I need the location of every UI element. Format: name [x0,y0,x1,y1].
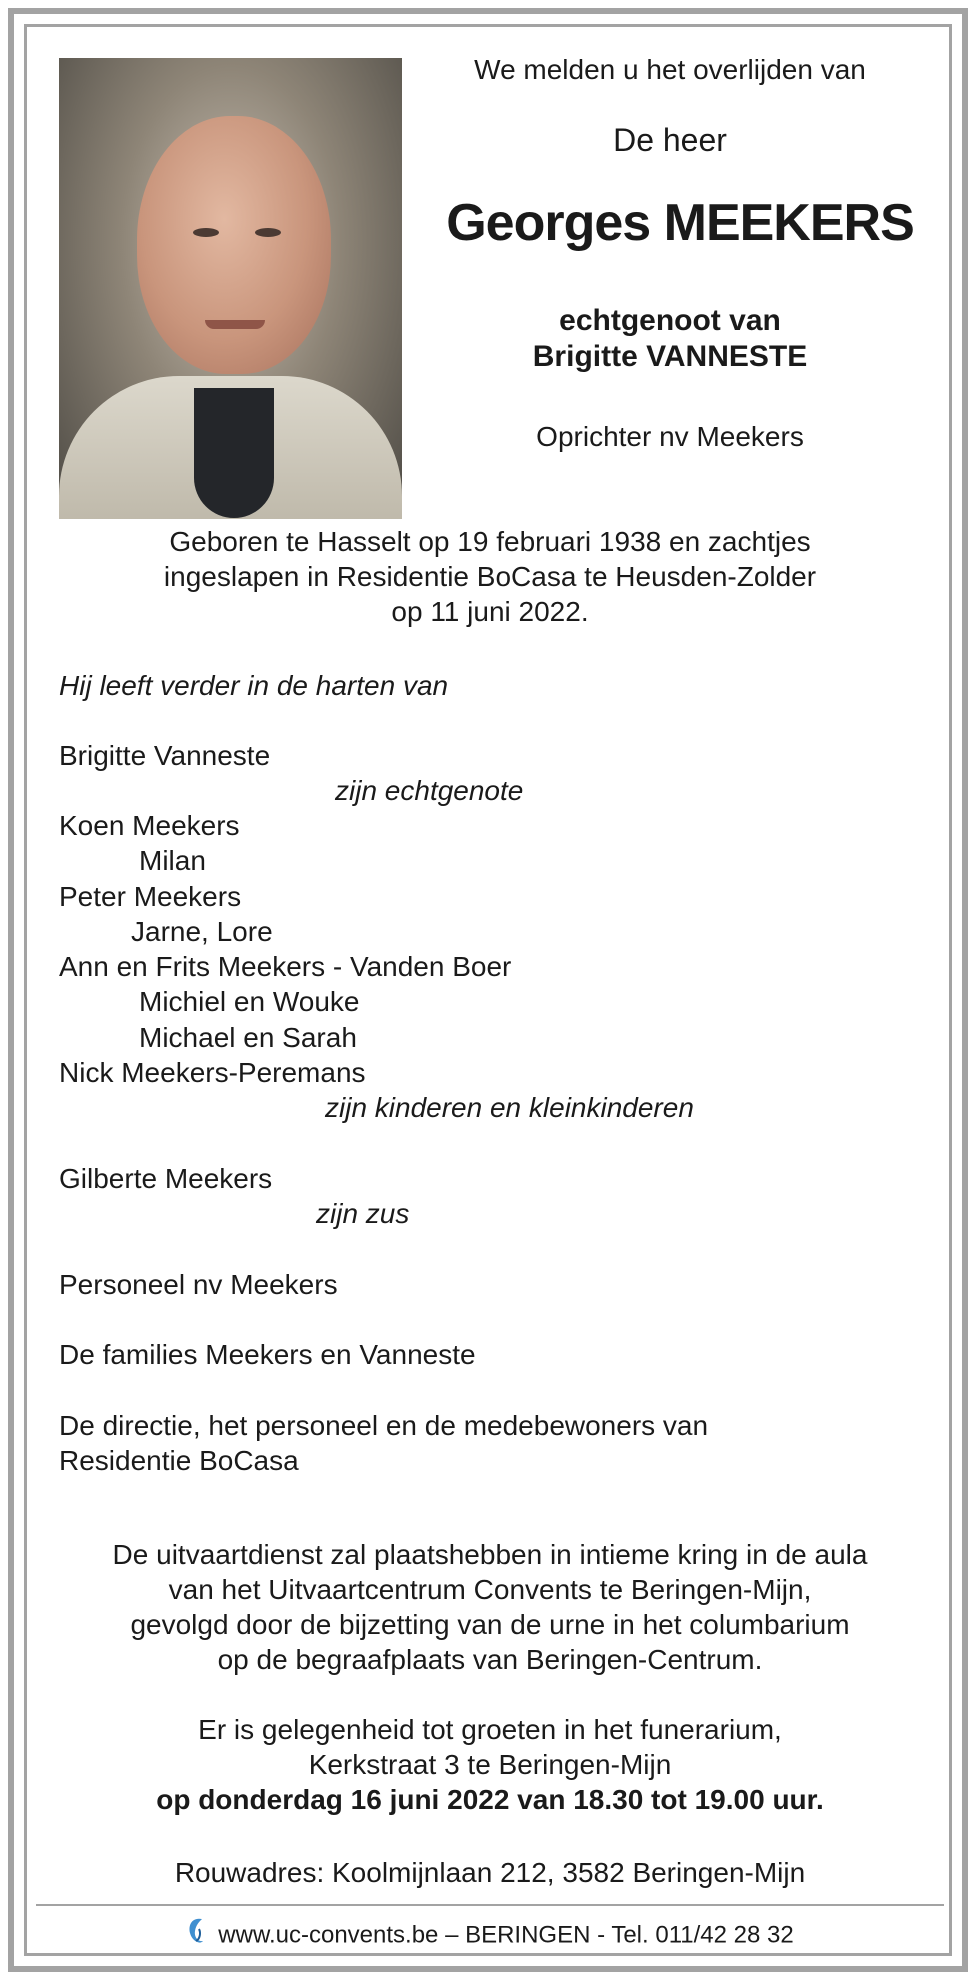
intro-text: We melden u het overlijden van [474,54,866,85]
family-intro: Hij leeft verder in de harten van [59,670,449,701]
family-grandchildren: Michiel en Wouke [139,986,360,1017]
spouse-name: Brigitte VANNESTE [532,340,808,373]
ceremony-line: op de begraafplaats van Beringen-Centrum. [217,1644,763,1675]
portrait-photo [59,58,402,519]
ceremony-line: van het Uitvaartcentrum Convents te Beringen-Mijn, [168,1574,812,1605]
family-child: Peter Meekers [59,881,242,912]
visitation-line: Er is gelegenheid tot groeten in het funerarium, [198,1714,782,1745]
family-child: Ann en Frits Meekers - Vanden Boer [59,951,512,982]
salutation: De heer [613,122,727,158]
family-sister-role: zijn zus [316,1198,410,1229]
family-families: De families Meekers en Vanneste [59,1339,476,1370]
footer-text: www.uc-convents.be – BERINGEN - Tel. 011/42 28 32 [218,1921,794,1949]
family-child: Koen Meekers [59,810,240,841]
role-text: Oprichter nv Meekers [536,421,804,452]
ceremony-line: gevolgd door de bijzetting van de urne in het columbarium [130,1609,850,1640]
family-residence: De directie, het personeel en de medebewoners van [59,1410,709,1441]
convents-logo-icon [186,1915,206,1957]
family-residence: Residentie BoCasa [59,1445,299,1476]
family-spouse-role: zijn echtgenote [335,775,524,806]
family-sister: Gilberte Meekers [59,1163,273,1194]
birth-line: ingeslapen in Residentie BoCasa te Heusden-Zolder [163,561,817,592]
family-children-role: zijn kinderen en kleinkinderen [325,1092,694,1123]
deceased-name: Georges MEEKERS [446,194,914,252]
mourning-address: Rouwadres: Koolmijnlaan 212, 3582 Beringen-Mijn [174,1857,806,1888]
spouse-label: echtgenoot van [559,304,781,337]
birth-line: op 11 juni 2022. [391,596,589,627]
family-grandchildren: Jarne, Lore [131,916,273,947]
ceremony-line: De uitvaartdienst zal plaatshebben in intieme kring in de aula [112,1539,868,1570]
family-grandchildren: Milan [139,845,206,876]
footer-divider [36,1904,944,1906]
visitation-time: op donderdag 16 juni 2022 van 18.30 tot 19.00 uur. [156,1784,824,1815]
family-staff: Personeel nv Meekers [59,1269,338,1300]
family-spouse: Brigitte Vanneste [59,740,271,771]
family-child: Nick Meekers-Peremans [59,1057,366,1088]
footer [0,1915,980,1957]
visitation-line: Kerkstraat 3 te Beringen-Mijn [308,1749,672,1780]
birth-line: Geboren te Hasselt op 19 februari 1938 en zachtjes [169,526,811,557]
family-grandchildren: Michael en Sarah [139,1022,357,1053]
